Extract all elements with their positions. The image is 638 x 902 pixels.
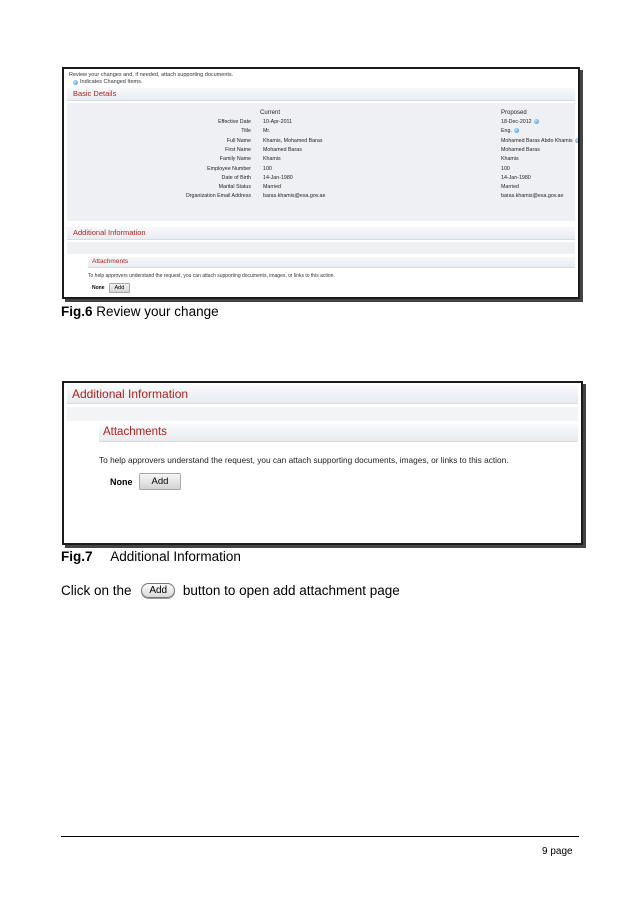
detail-row: [67, 119, 575, 127]
current-column-header: Current: [260, 110, 281, 116]
detail-current-value: 100: [263, 165, 272, 172]
additional-info-header: Additional Information: [67, 227, 575, 240]
legend-text: Indicates Changed Items.: [80, 79, 143, 85]
proposed-text: 100: [501, 165, 510, 172]
detail-current-value: Khamis, Mohamed Baras: [263, 137, 323, 144]
proposed-text: Khamis: [501, 156, 519, 163]
proposed-text: baras.khamis@esa.gov.ae: [501, 193, 564, 200]
changed-item-icon: [534, 119, 539, 124]
detail-label: Marital Status: [218, 184, 251, 191]
detail-proposed-value: [501, 138, 580, 144]
page-number: 9 page: [542, 846, 573, 857]
fig6-caption: [61, 304, 219, 319]
intro-text: Review your changes and, if needed, attach supporting documents.: [69, 72, 234, 78]
instruction-line: [61, 583, 400, 598]
basic-details-table: [67, 103, 575, 221]
attachments-row: [92, 283, 578, 293]
detail-proposed-value: [501, 166, 510, 172]
detail-current-value: 10-Apr-2011: [263, 119, 293, 125]
additional-info-spacer: [67, 407, 578, 421]
attachments-none-label: None: [92, 285, 105, 291]
detail-label: Full Name: [226, 137, 251, 144]
detail-row: [67, 193, 575, 201]
changed-item-icon: [73, 80, 78, 85]
add-attachment-button[interactable]: Add: [109, 283, 131, 293]
footer-divider: [61, 836, 579, 837]
detail-label: Family Name: [219, 156, 251, 163]
detail-current-value: baras.khamis@esa.gov.ae: [263, 193, 326, 200]
detail-proposed-value: [501, 156, 519, 162]
changed-legend: [69, 79, 574, 86]
fig7-screenshot: [62, 381, 583, 545]
attachments-help-text: To help approvers understand the request, you can attach supporting documents, images, or links to this action.: [99, 455, 509, 465]
review-intro: [64, 69, 578, 86]
detail-proposed-value: [501, 119, 539, 125]
detail-row: [67, 166, 575, 174]
attachments-header: Attachments: [88, 257, 575, 268]
fig7-caption-text: Additional Information: [110, 549, 241, 564]
attachments-none-label: None: [110, 476, 133, 487]
detail-label: First Name: [225, 146, 251, 153]
detail-label: Employee Number: [207, 165, 251, 172]
fig6-number: Fig.6: [61, 304, 93, 319]
attachments-help-text: To help approvers understand the request, you can attach supporting documents, images, or links to this action.: [88, 273, 335, 279]
detail-label: Effective Date: [218, 119, 251, 125]
proposed-text: 14-Jan-1980: [501, 174, 531, 181]
add-attachment-button[interactable]: Add: [139, 473, 182, 490]
detail-proposed-value: [501, 128, 519, 134]
detail-label: Date of Birth: [221, 174, 251, 181]
detail-label: Title: [241, 128, 251, 135]
instruction-before: Click on the: [61, 583, 132, 598]
proposed-text: Married: [501, 184, 519, 191]
detail-row: [67, 184, 575, 192]
proposed-text: 18-Dec-2012: [501, 119, 532, 125]
proposed-text: Mohamed Baras: [501, 146, 540, 153]
detail-row: [67, 128, 575, 136]
basic-details-header: Basic Details: [67, 88, 575, 101]
additional-info-spacer: [67, 242, 575, 254]
detail-proposed-value: [501, 175, 531, 181]
fig6-caption-text: Review your change: [96, 304, 219, 319]
detail-row: [67, 175, 575, 183]
changed-item-icon: [514, 128, 519, 133]
detail-row: [67, 156, 575, 164]
detail-label: Organization Email Address: [185, 193, 251, 200]
detail-current-value: Mohamed Baras: [263, 146, 302, 153]
detail-proposed-value: [501, 147, 540, 153]
inline-add-button: Add: [141, 583, 175, 598]
attachments-row: [110, 473, 581, 490]
detail-proposed-value: [501, 184, 519, 190]
proposed-text: Eng.: [501, 128, 512, 135]
attachments-header: Attachments: [99, 424, 578, 442]
fig6-screenshot: [62, 67, 580, 299]
fig7-number: Fig.7: [61, 549, 93, 564]
additional-info-header: Additional Information: [67, 385, 578, 404]
detail-current-value: 14-Jan-1980: [263, 174, 293, 181]
detail-row: [67, 147, 575, 155]
fig7-caption: [61, 549, 241, 564]
instruction-after: button to open add attachment page: [182, 583, 400, 598]
detail-current-value: Khamis: [263, 156, 281, 163]
detail-current-value: Mr.: [263, 128, 271, 135]
detail-current-value: Married: [263, 184, 281, 191]
proposed-column-header: Proposed: [501, 110, 527, 116]
changed-item-icon: [575, 138, 580, 143]
detail-row: [67, 138, 575, 146]
proposed-text: Mohamed Baras Abdo Khamis: [501, 137, 573, 144]
detail-proposed-value: [501, 193, 563, 199]
